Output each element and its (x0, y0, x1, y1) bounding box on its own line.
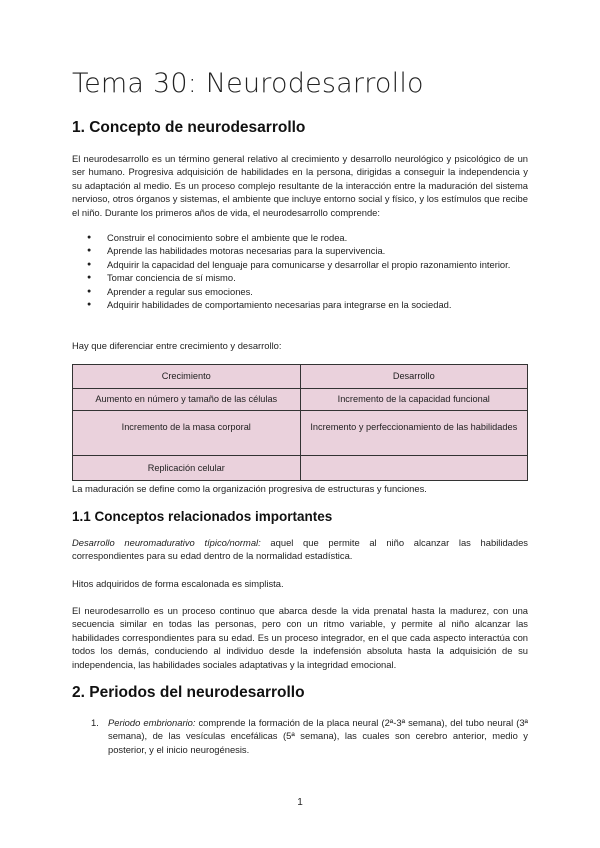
table-cell: Incremento de la capacidad funcional (300, 389, 528, 411)
page-number: 1 (297, 797, 303, 808)
definition-term: Desarrollo neuromadurativo típico/normal: (72, 537, 261, 548)
milestones-note: Hitos adquiridos de forma escalonada es simplista. (72, 578, 284, 589)
table-row (73, 411, 528, 456)
difference-intro: Hay que diferenciar entre crecimiento y desarrollo: (72, 340, 282, 351)
growth-vs-development-table (72, 364, 528, 481)
period-term: Periodo embrionario: (108, 717, 196, 728)
list-number: 1. (91, 717, 99, 728)
list-item (72, 716, 528, 756)
section-1-1-heading: 1.1 Conceptos relacionados importantes (72, 509, 333, 524)
list-item: ● Tomar conciencia de sí mismo. (72, 271, 528, 284)
definition-paragraph (72, 536, 528, 563)
table-header-row (73, 365, 528, 389)
table-header-cell: Desarrollo (300, 365, 528, 389)
neurodevelopment-list (72, 231, 528, 311)
process-paragraph: El neurodesarrollo es un proceso continuo que abarca desde la vida prenatal hasta la madurez, con una secuencia similar en todas las personas, pero con un ritmo variable, y permite al niño alcanzar las habilidades correspondientes para su edad. Es un proceso integrador, en el que cada aspecto interactúa con todos los demás, conduciendo al individuo desde la indefensión absoluta hasta la adquisición de su independencia, las habilidades sociales adaptativas y la integridad emocional. (72, 605, 528, 670)
table-cell: Aumento en número y tamaño de las células (73, 389, 301, 411)
table-cell: Incremento de la masa corporal (73, 411, 301, 456)
document-title: Tema 30: Neurodesarrollo (72, 68, 424, 99)
period-text: comprende la formación de la placa neural (2ª-3ª semana), del tubo neural (3ª semana), de las vesículas encefálicas (5ª semana), las cuales son cerebro anterior, medio y posterior, y el inicio neurogénesis. (108, 717, 529, 755)
definition-text: aquel que permite al niño alcanzar las habilidades correspondientes para su edad dentro de la normalidad estadística. (72, 537, 528, 562)
list-item: ● Adquirir habilidades de comportamiento necesarias para integrarse en la sociedad. (72, 298, 528, 311)
section-1-intro: El neurodesarrollo es un término general relativo al crecimiento y desarrollo neurológico y psicológico de un ser humano. Progresiva adquisición de habilidades en la persona, dirigidas a conseguir la independencia y su adaptación al medio. Es un proceso complejo resultante de la interacción entre la maduración del sistema nervioso, otros órganos y sistemas, el ambiente que incluye entorno social y físico, y los estímulos que recibe el niño. Durante los primeros años de vida, el neurodesarrollo comprende: (72, 153, 528, 218)
table-cell: Incremento y perfeccionamiento de las habilidades (300, 411, 528, 456)
section-1-heading: 1. Concepto de neurodesarrollo (72, 119, 306, 136)
list-item: ● Construir el conocimiento sobre el ambiente que le rodea. (72, 231, 528, 244)
table-header-cell: Crecimiento (73, 365, 301, 389)
list-item: ● Adquirir la capacidad del lenguaje para comunicarse y desarrollar el propio razonamiento interior. (72, 258, 528, 271)
table-cell: Replicación celular (73, 456, 301, 481)
maturation-definition: La maduración se define como la organización progresiva de estructuras y funciones. (72, 483, 427, 494)
table-cell (300, 456, 528, 481)
periods-list (72, 716, 528, 756)
table-row (73, 456, 528, 481)
section-2-heading: 2. Periodos del neurodesarrollo (72, 684, 305, 701)
list-item: ● Aprender a regular sus emociones. (72, 285, 528, 298)
table-row (73, 389, 528, 411)
list-item: ● Aprende las habilidades motoras necesarias para la supervivencia. (72, 244, 528, 257)
